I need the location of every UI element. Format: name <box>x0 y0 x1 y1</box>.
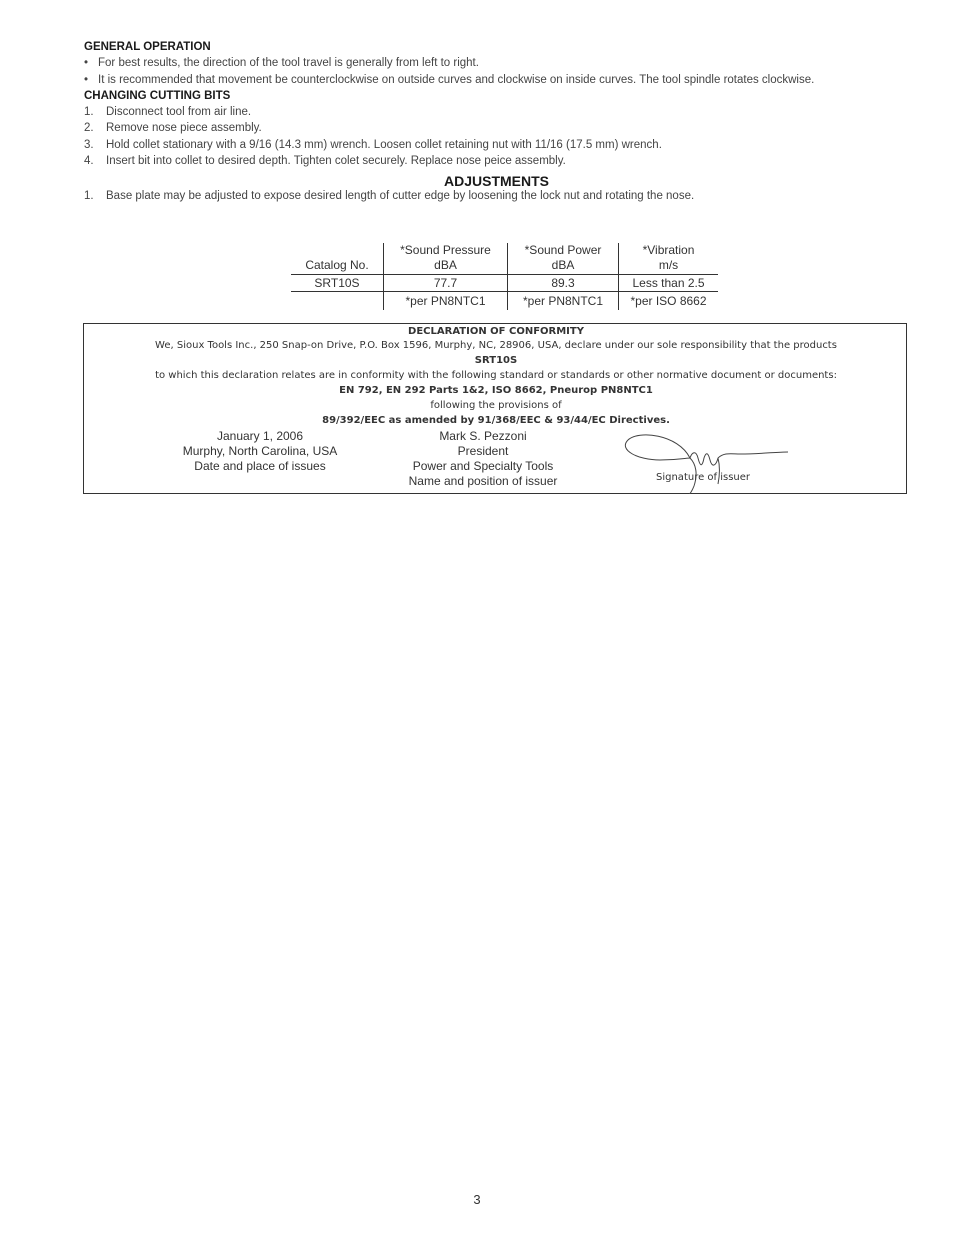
bullet: • <box>84 74 89 86</box>
table-cell: SRT10S <box>291 275 384 292</box>
declaration-text: We, Sioux Tools Inc., 250 Snap-on Drive, P.O. Box 1596, Murphy, NC, 28906, USA, declare under our sole responsibility that the products <box>155 340 837 351</box>
table-header-row <box>291 243 718 275</box>
date-place-label: Date and place of issues <box>194 459 326 473</box>
table-cell: *per PN8NTC1 <box>508 292 619 311</box>
declaration-standards: EN 792, EN 292 Parts 1&2, ISO 8662, Pneurop PN8NTC1 <box>339 385 653 396</box>
list-item: 2. Remove nose piece assembly. <box>84 122 262 134</box>
table-cell: 77.7 <box>384 275 508 292</box>
date-value: January 1, 2006 <box>216 429 304 443</box>
spec-table <box>291 243 718 310</box>
place-value: Murphy, North Carolina, USA <box>182 444 338 458</box>
declaration-product: SRT10S <box>474 355 518 366</box>
table-header-cell: *Vibration m/s <box>619 243 719 275</box>
list-item: 3. Hold collet stationary with a 9/16 (14.3 mm) wrench. Loosen collet retaining nut with 11/16 (17.5 mm) wrench. <box>84 139 662 151</box>
declaration-text: to which this declaration relates are in conformity with the following standard or standards or other normative document or documents: <box>155 370 837 381</box>
signature-label: Signature of issuer <box>656 472 751 483</box>
list-item: • For best results, the direction of the tool travel is generally from left to right. <box>84 57 479 69</box>
table-cell: *per PN8NTC1 <box>384 292 508 311</box>
list-item: 1. Disconnect tool from air line. <box>84 106 252 118</box>
table-cell <box>291 292 384 311</box>
table-header-cell: Catalog No. <box>291 243 384 275</box>
table-cell: *per ISO 8662 <box>619 292 719 311</box>
table-header-cell: *Sound Power dBA <box>508 243 619 275</box>
table-header-cell: *Sound Pressure dBA <box>384 243 508 275</box>
changing-bits-heading: CHANGING CUTTING BITS <box>84 90 231 102</box>
table-row <box>291 292 718 311</box>
declaration-box <box>83 323 907 494</box>
general-operation-heading: GENERAL OPERATION <box>84 41 211 53</box>
table-row <box>291 275 718 292</box>
list-item: 4. Insert bit into collet to desired depth. Tighten colet securely. Replace nose peice assembly. <box>84 155 566 167</box>
declaration-directives: 89/392/EEC as amended by 91/368/EEC & 93/44/EC Directives. <box>322 415 670 426</box>
declaration-title: DECLARATION OF CONFORMITY <box>408 326 584 337</box>
page-number: 3 <box>473 1192 481 1207</box>
list-item: • It is recommended that movement be counterclockwise on outside curves and clockwise on inside curves. The tool spindle rotates clockwise. <box>84 74 815 86</box>
issuer-name: Mark S. Pezzoni <box>439 429 527 443</box>
declaration-text: following the provisions of <box>430 400 562 411</box>
signature-image <box>620 428 792 494</box>
list-item: 1. Base plate may be adjusted to expose desired length of cutter edge by loosening the lock nut and rotating the nose. <box>84 190 695 202</box>
issuer-label: Name and position of issuer <box>408 474 558 488</box>
table-cell: 89.3 <box>508 275 619 292</box>
issuer-division: Power and Specialty Tools <box>412 459 554 473</box>
table-cell: Less than 2.5 <box>619 275 719 292</box>
issuer-title: President <box>457 444 509 458</box>
bullet: • <box>84 57 89 69</box>
adjustments-heading: ADJUSTMENTS <box>443 173 549 189</box>
